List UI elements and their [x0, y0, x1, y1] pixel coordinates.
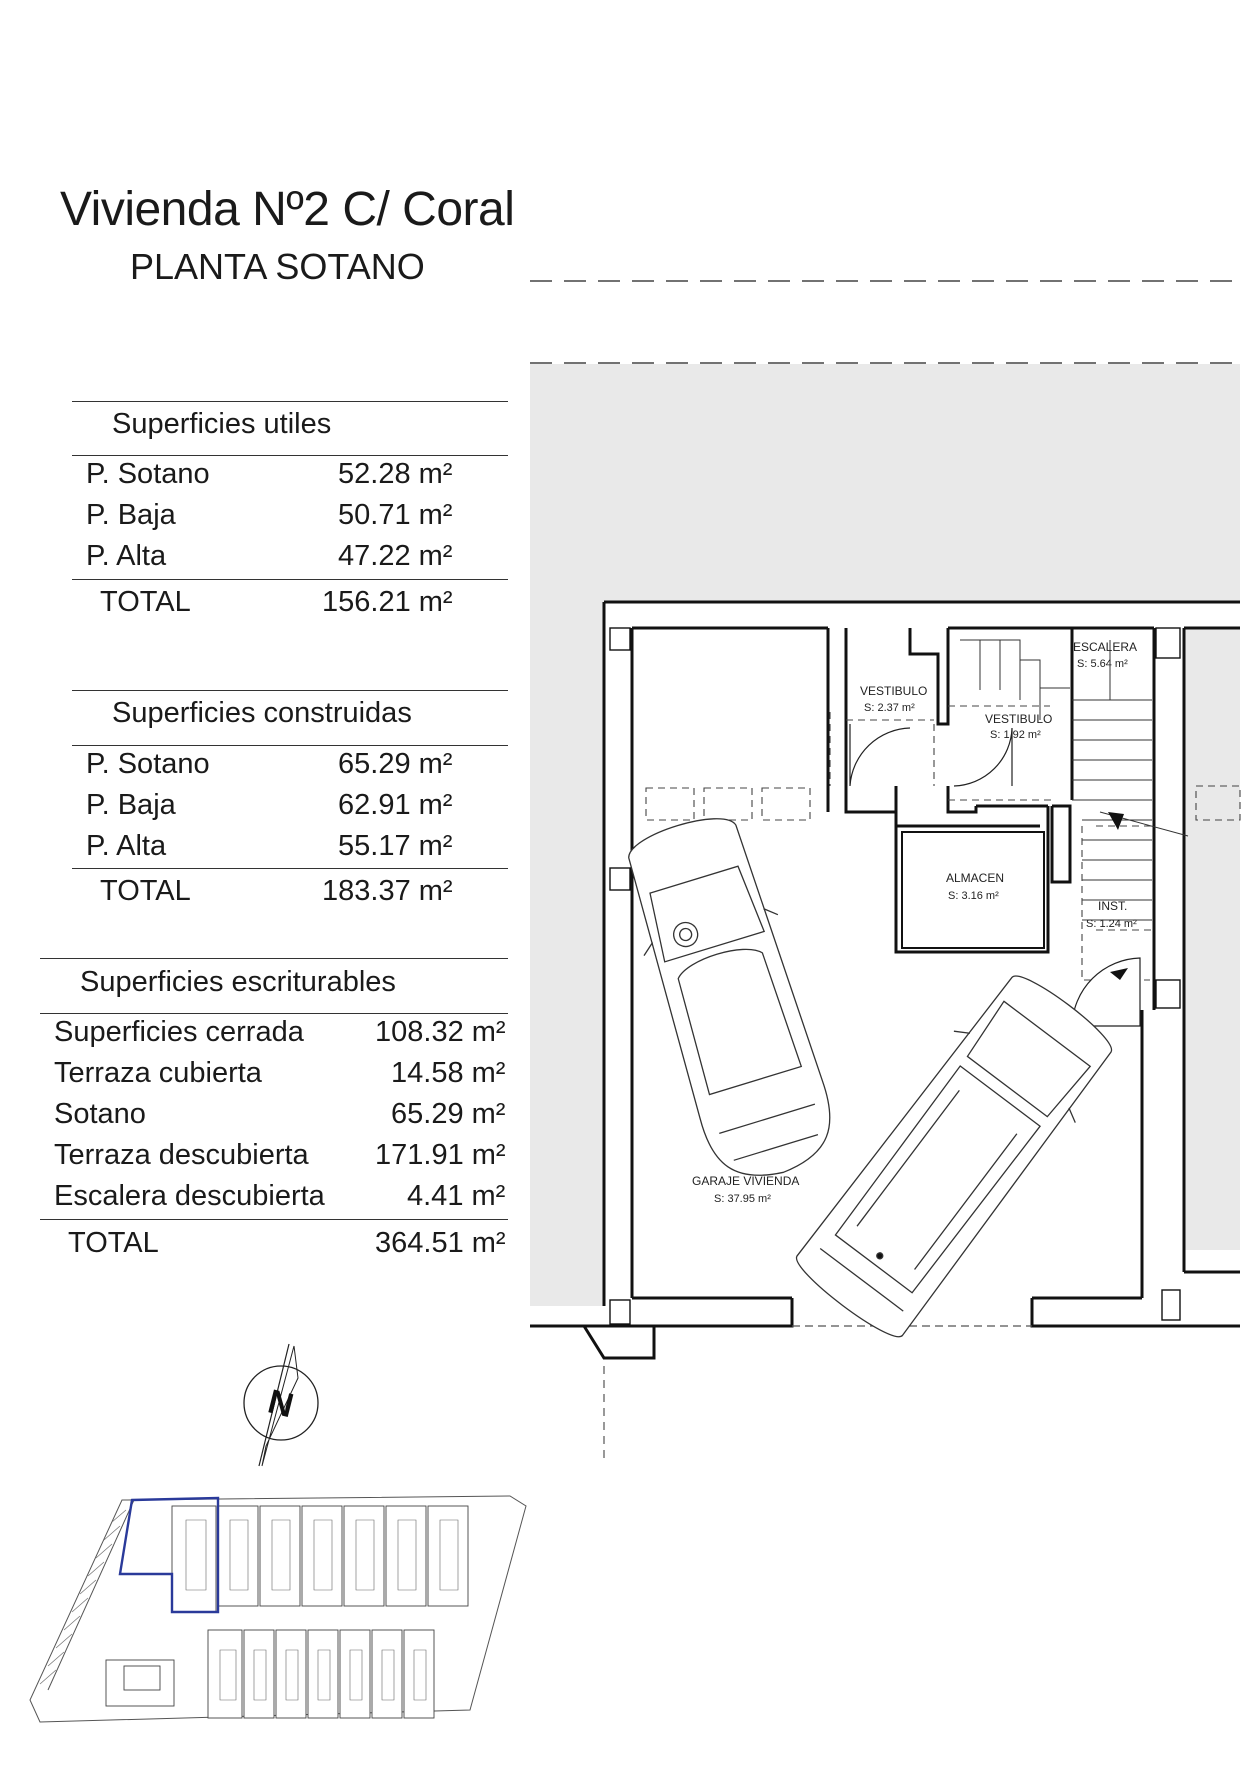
terrain-shading	[1184, 628, 1240, 1250]
section-heading-construidas: Superficies construidas	[112, 697, 412, 729]
interior-walls	[828, 628, 1072, 952]
row-value: 65.29 m²	[391, 1098, 506, 1130]
room-name-almacen: ALMACEN	[946, 871, 1005, 885]
total-label: TOTAL	[68, 1227, 159, 1259]
row-label: Terraza descubierta	[54, 1139, 309, 1171]
row-value: 62.91 m²	[338, 789, 453, 821]
room-area-inst: S: 1.24 m²	[1086, 918, 1137, 930]
row-value: 108.32 m²	[375, 1016, 506, 1048]
room-area-vestibulo: S: 2.37 m²	[864, 702, 915, 714]
site-plan-map	[30, 1496, 526, 1722]
room-name-vestibulo: VESTIBULO	[860, 684, 928, 698]
row-label: P. Sotano	[86, 748, 210, 780]
row-label: P. Alta	[86, 830, 167, 862]
north-compass-icon	[244, 1344, 318, 1466]
row-value: 55.17 m²	[338, 830, 453, 862]
plan-subtitle: PLANTA SOTANO	[130, 246, 425, 287]
compass-label: N	[264, 1382, 298, 1426]
row-label: P. Sotano	[86, 458, 210, 490]
stair-arrow-icon	[1108, 812, 1124, 830]
row-label: P. Alta	[86, 540, 167, 572]
room-area-garaje: S: 37.95 m²	[714, 1193, 771, 1205]
room-name-inst: INST.	[1098, 899, 1128, 913]
row-value: 50.71 m²	[338, 499, 453, 531]
row-value: 4.41 m²	[407, 1180, 506, 1212]
row-value: 171.91 m²	[375, 1139, 506, 1171]
row-label: Terraza cubierta	[54, 1057, 262, 1089]
row-label: Escalera descubierta	[54, 1180, 325, 1212]
plan-title: Vivienda Nº2 C/ Coral	[60, 183, 515, 236]
total-value: 364.51 m²	[375, 1227, 506, 1259]
row-label: P. Baja	[86, 789, 176, 821]
room-name-escalera: ESCALERA	[1073, 640, 1138, 654]
car-convertible	[611, 805, 851, 1193]
room-area-escalera: S: 5.64 m²	[1077, 658, 1128, 670]
row-value: 65.29 m²	[338, 748, 453, 780]
total-value: 156.21 m²	[322, 586, 453, 618]
row-label: Superficies cerrada	[54, 1016, 304, 1048]
section-heading-utiles: Superficies utiles	[112, 408, 332, 440]
row-label: Sotano	[54, 1098, 146, 1130]
row-label: P. Baja	[86, 499, 176, 531]
section-heading-escriturables: Superficies escriturables	[80, 966, 396, 998]
total-value: 183.37 m²	[322, 875, 453, 907]
room-area-almacen: S: 3.16 m²	[948, 890, 999, 902]
total-label: TOTAL	[100, 875, 191, 907]
row-value: 52.28 m²	[338, 458, 453, 490]
room-name-vestibulo: VESTIBULO	[985, 712, 1053, 726]
total-label: TOTAL	[100, 586, 191, 618]
room-area-vestibulo: S: 1.92 m²	[990, 729, 1041, 741]
row-value: 47.22 m²	[338, 540, 453, 572]
car-suv	[782, 959, 1130, 1351]
row-value: 14.58 m²	[391, 1057, 506, 1089]
room-name-garaje: GARAJE VIVIENDA	[692, 1174, 800, 1188]
